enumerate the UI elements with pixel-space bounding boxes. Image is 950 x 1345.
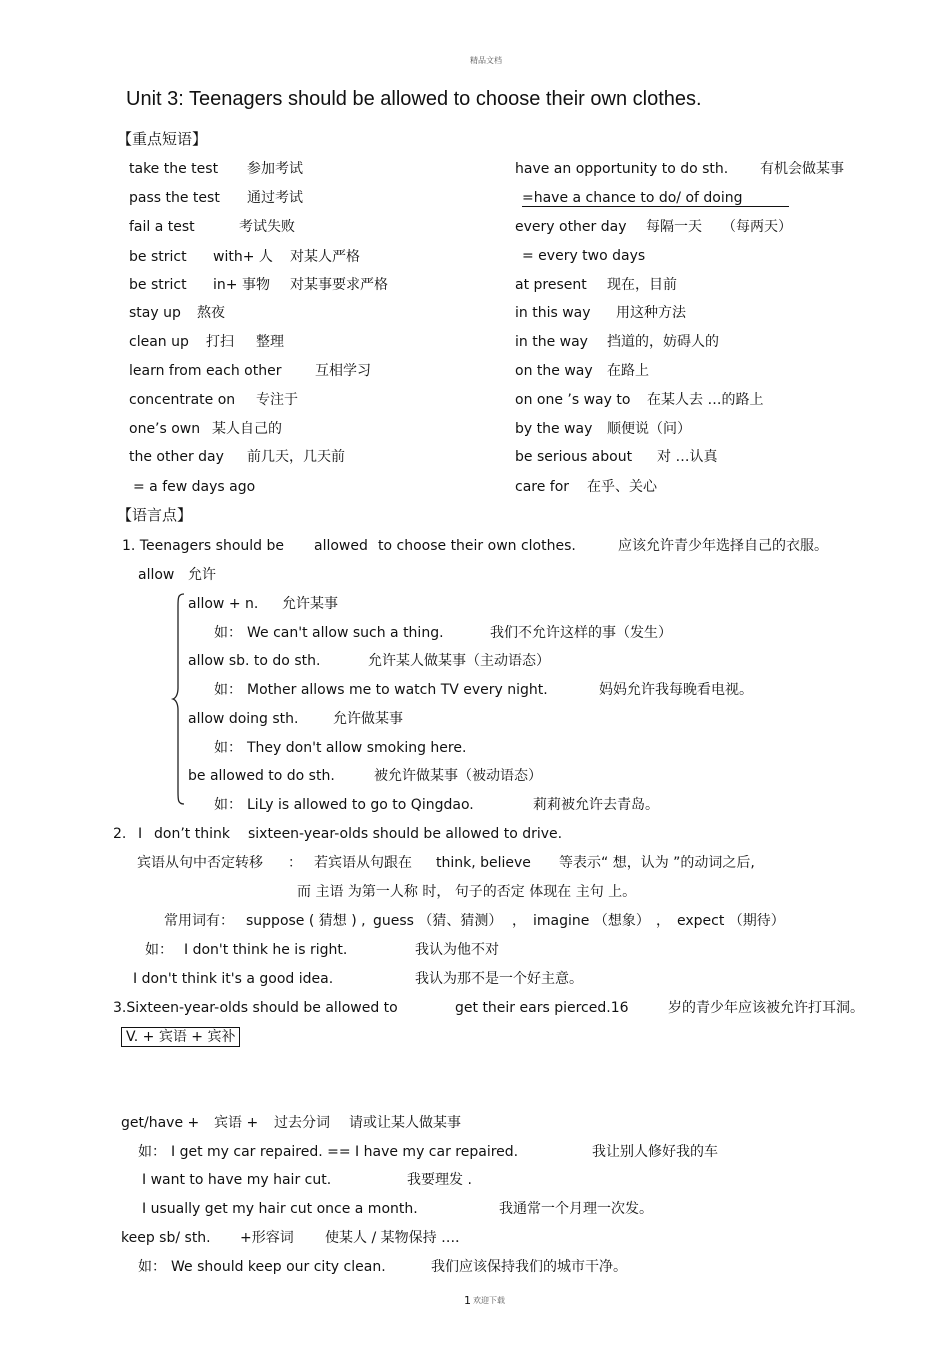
phrase-zh: 在某人去 …的路上 <box>647 392 764 408</box>
pattern-b: 宾语 + <box>214 1115 259 1131</box>
phrase-en: on one ’s way to <box>515 392 631 408</box>
phrase-en: = a few days ago <box>133 479 256 495</box>
phrase-zh: 在乎、关心 <box>587 479 657 495</box>
phrase-zh: 在路上 <box>607 363 649 379</box>
keep-pattern-c: 使某人 / 某物保持 …． <box>325 1230 470 1246</box>
example-label: 如： <box>138 1259 166 1275</box>
common-words-label: 常用词有： <box>164 913 234 929</box>
point1-word: allow <box>138 567 175 583</box>
phrase-en: take the test <box>129 161 219 177</box>
phrase-en: = every two days <box>522 248 646 264</box>
phrase-mid: with+ 人 <box>213 249 273 265</box>
rule-b: 若宾语从句跟在 <box>314 855 412 871</box>
phrase-en: at present <box>515 277 587 293</box>
phrase-en: the other day <box>129 449 224 465</box>
rule-c: think, believe <box>436 855 531 871</box>
phrase-en: care for <box>515 479 570 495</box>
phrase-zh: 对某人严格 <box>290 249 360 265</box>
left-brace <box>172 592 186 806</box>
phrase-zh: 整理 <box>256 334 284 350</box>
pattern-d: 请或让某人做某事 <box>349 1115 461 1131</box>
example-zh: 我们不允许这样的事（发生） <box>490 625 672 641</box>
phrase-en: learn from each other <box>129 363 282 379</box>
usage-pattern-zh: 被允许做某事（被动语态） <box>374 768 542 784</box>
example-sentence: I usually get my hair cut once a month. <box>142 1201 418 1217</box>
phrase-en: pass the test <box>129 190 220 206</box>
point2-i: I <box>138 826 143 842</box>
phrase-zh: 对 …认真 <box>657 449 718 465</box>
example-zh: 我们应该保持我们的城市干净。 <box>431 1259 627 1275</box>
example-sentence: I get my car repaired. == I have my car repaired. <box>171 1144 519 1160</box>
example-sentence: We should keep our city clean. <box>171 1259 386 1275</box>
point1-sentence-zh: 应该允许青少年选择自己的衣服。 <box>618 538 828 554</box>
example-label: 如： <box>138 1144 166 1160</box>
example-label: 如： <box>214 740 242 756</box>
phrase-en: clean up <box>129 334 189 350</box>
phrase-mid: in+ 事物 <box>213 277 270 293</box>
phrase-en: one’s own <box>129 421 201 437</box>
example-sentence: I don't think it's a good idea. <box>133 971 334 987</box>
example-sentence: Mother allows me to watch TV every night. <box>247 682 548 698</box>
word-expect: expect （期待） <box>677 913 785 929</box>
phrase-zh: 挡道的，妨碍人的 <box>607 334 719 350</box>
point3-sentence-b: get their ears pierced.16 <box>455 1000 629 1016</box>
example-zh: 我要理发 . <box>407 1172 472 1188</box>
phrase-zh: 对某事要求严格 <box>290 277 388 293</box>
point2-num: 2. <box>113 826 127 842</box>
example-sentence: I want to have my hair cut. <box>142 1172 332 1188</box>
phrase-en-text: =have a chance to do/ of doing <box>522 191 789 207</box>
point3-sentence-zh: 岁的青少年应该被允许打耳洞。 <box>668 1000 864 1016</box>
comma: ， <box>512 913 526 929</box>
header-note: 精品文档 <box>470 56 502 65</box>
comma: ， <box>656 913 670 929</box>
rule-d: 等表示“ 想，认为 ”的动词之后, <box>559 855 755 871</box>
rule-line2: 而 主语 为第一人称 时， 句子的否定 体现在 主句 上。 <box>297 884 637 900</box>
usage-pattern: allow + n. <box>188 596 259 612</box>
phrase-mid: 每隔一天 <box>646 219 702 235</box>
phrases-heading: 【重点短语】 <box>117 130 208 148</box>
phrase-en: concentrate on <box>129 392 236 408</box>
usage-pattern-zh: 允许做某事 <box>333 711 403 727</box>
phrase-en: be serious about <box>515 449 633 465</box>
phrase-zh: 前几天，几天前 <box>247 449 345 465</box>
usage-pattern-zh: 允许某事 <box>282 596 338 612</box>
rule-colon: ： <box>288 855 302 871</box>
keep-pattern-b: +形容词 <box>240 1230 294 1246</box>
phrase-zh: 参加考试 <box>247 161 303 177</box>
phrase-zh: 某人自己的 <box>212 421 282 437</box>
phrase-zh: 有机会做某事 <box>760 161 844 177</box>
point1-sentence-a: 1. Teenagers should be <box>122 538 284 554</box>
word-suppose: suppose ( 猜想 ) , <box>246 913 366 929</box>
example-sentence: We can't allow such a thing. <box>247 625 444 641</box>
phrase-en: fail a test <box>129 219 195 235</box>
phrase-en: every other day <box>515 219 627 235</box>
usage-pattern: be allowed to do sth. <box>188 768 335 784</box>
word-imagine: imagine （想象） <box>533 913 650 929</box>
example-sentence: LiLy is allowed to go to Qingdao. <box>247 797 474 813</box>
example-zh: 莉莉被允许去青岛。 <box>533 797 659 813</box>
example-label: 如： <box>214 797 242 813</box>
example-label: 如： <box>145 942 173 958</box>
word-guess: guess （猜、猜测） <box>373 913 503 929</box>
phrase-en: in the way <box>515 334 588 350</box>
point1-sentence-c: to choose their own clothes. <box>378 538 576 554</box>
page-number: 1 <box>464 1294 471 1307</box>
point2-rest: sixteen-year-olds should be allowed to drive. <box>248 826 563 842</box>
phrase-mid: 打扫 <box>206 334 234 350</box>
phrase-zh: 互相学习 <box>315 363 371 379</box>
pattern-box: V. + 宾语 + 宾补 <box>121 1027 240 1047</box>
phrase-en: be strict <box>129 249 187 265</box>
phrase-zh: 考试失败 <box>239 219 295 235</box>
point1-word-zh: 允许 <box>188 567 216 583</box>
example-zh: 妈妈允许我每晚看电视。 <box>599 682 753 698</box>
phrase-zh: （每两天） <box>722 219 792 235</box>
point3-sentence-a: 3.Sixteen-year-olds should be allowed to <box>113 1000 398 1016</box>
point1-sentence-b: allowed <box>314 538 368 554</box>
phrase-en: on the way <box>515 363 593 379</box>
usage-pattern-zh: 允许某人做某事（主动语态） <box>368 653 550 669</box>
example-zh: 我让别人修好我的车 <box>592 1144 718 1160</box>
example-label: 如： <box>214 682 242 698</box>
phrase-zh: 熬夜 <box>197 305 225 321</box>
example-zh: 我认为那不是一个好主意。 <box>415 971 583 987</box>
pattern-c: 过去分词 <box>274 1115 330 1131</box>
example-sentence: I don't think he is right. <box>184 942 348 958</box>
page-title: Unit 3: Teenagers should be allowed to choose their own clothes. <box>126 88 702 110</box>
example-label: 如： <box>214 625 242 641</box>
example-zh: 我认为他不对 <box>415 942 499 958</box>
pattern-a: get/have + <box>121 1115 200 1131</box>
phrase-zh: 用这种方法 <box>616 305 686 321</box>
phrase-en: by the way <box>515 421 593 437</box>
rule-a: 宾语从句中否定转移 <box>137 855 263 871</box>
phrase-en: stay up <box>129 305 181 321</box>
phrase-en: be strict <box>129 277 187 293</box>
phrase-en <box>522 191 789 207</box>
example-sentence: They don't allow smoking here. <box>247 740 467 756</box>
language-points-heading: 【语言点】 <box>117 506 193 524</box>
phrase-en: have an opportunity to do sth. <box>515 161 729 177</box>
usage-pattern: allow doing sth. <box>188 711 299 727</box>
example-zh: 我通常一个月理一次发。 <box>499 1201 653 1217</box>
usage-pattern: allow sb. to do sth. <box>188 653 321 669</box>
keep-pattern-a: keep sb/ sth. <box>121 1230 211 1246</box>
phrase-en: in this way <box>515 305 591 321</box>
phrase-zh: 顺便说（问） <box>607 421 691 437</box>
phrase-zh: 专注于 <box>256 392 298 408</box>
footer-note: 欢迎下载 <box>473 1296 505 1305</box>
phrase-zh: 通过考试 <box>247 190 303 206</box>
point2-dont-think: don’t think <box>154 826 230 842</box>
phrase-zh: 现在，目前 <box>607 277 677 293</box>
